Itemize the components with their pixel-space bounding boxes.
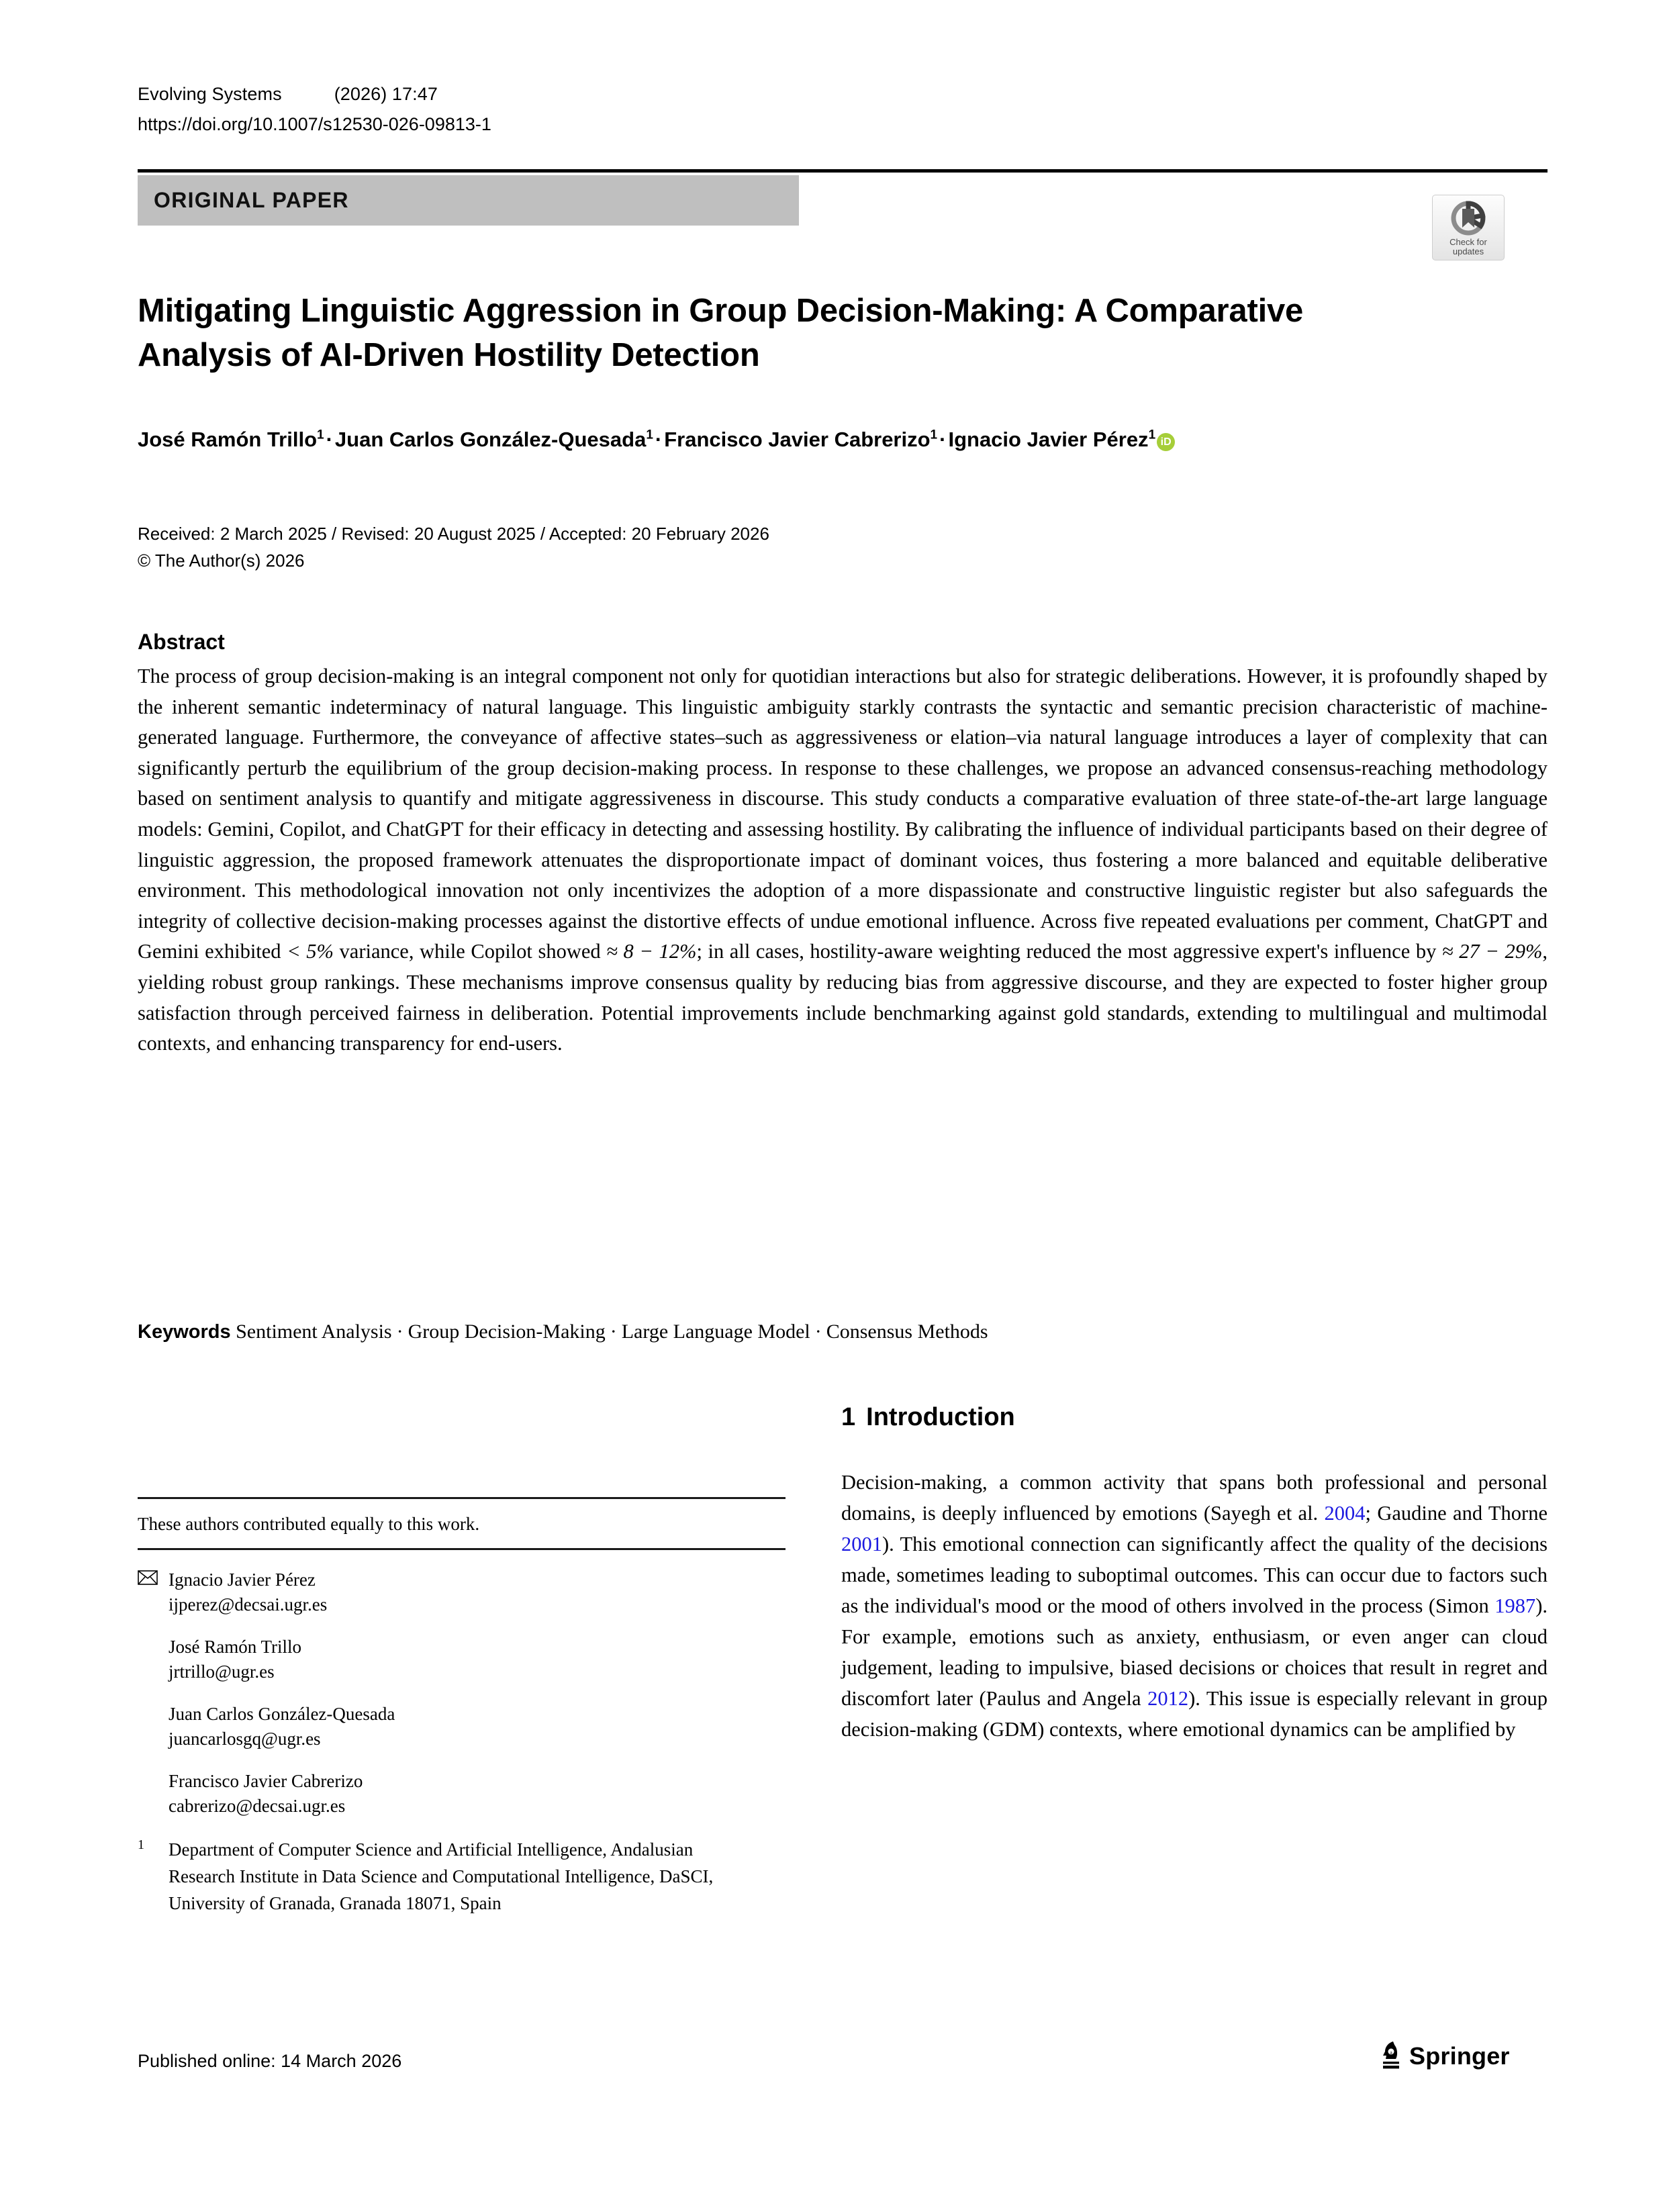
author-name: Juan Carlos González-Quesada <box>334 428 647 451</box>
intro-text-4: ). For example, emotions such as anxiety, enthusiasm, or even anger can cloud judgement, leading to impulsive, biased decisions or choices that result in regret and discomfort later (Paulus and Angela <box>841 1594 1548 1710</box>
abstract-part-4: , yielding robust group rankings. These mechanisms improve consensus quality by reducing bias from aggressive discourse, and they are expected to foster higher group satisfaction through perceived fairness in deliberation. Potential improvements include benchmarking against gold standards, extending to multilingual and multimodal contexts, and enhancing transparency for end-users. <box>138 940 1548 1055</box>
abstract-part-3: ; in all cases, hostility-aware weighting reduced the most aggressive expert's influence by <box>696 940 1442 963</box>
copyright-line: © The Author(s) 2026 <box>138 550 305 571</box>
publication-dates <box>138 520 1548 574</box>
keyword-separator: · <box>814 1320 822 1343</box>
doi-link[interactable]: https://doi.org/10.1007/s12530-026-09813-1 <box>138 114 491 134</box>
keyword-item: Group Decision-Making <box>408 1320 606 1343</box>
corresponding-author-row <box>138 1568 786 1617</box>
author-contact-row <box>138 1635 786 1684</box>
citation-link[interactable]: 2001 <box>841 1533 882 1555</box>
crossmark-badge[interactable] <box>1432 195 1505 260</box>
journal-title-line <box>138 84 1548 105</box>
journal-volume-issue: (2026) 17:47 <box>334 84 438 104</box>
section-number: 1 <box>841 1403 856 1431</box>
abstract-math-1: < 5% <box>287 940 334 963</box>
author-name: Francisco Javier Cabrerizo <box>169 1771 363 1791</box>
intro-text-3: ). This emotional connection can significantly affect the quality of the decisions made, sometimes leading to suboptimal outcomes. This can occur due to factors such as the individual's mood or the mood of others involved in the process (Simon <box>841 1533 1548 1617</box>
keyword-item: Large Language Model <box>621 1320 810 1343</box>
author-affiliation-marker: 1 <box>1148 428 1156 442</box>
abstract-part-1: The process of group decision-making is an integral component not only for quotidian interactions but also for strategic deliberations. However, it is profoundly shaped by the inherent semantic indeterminacy of natural language. This linguistic ambiguity starkly contrasts the syntactic and semantic precision characteristic of machine-generated language. Furthermore, the conveyance of affective states–such as aggressiveness or elation–via natural language introduces a layer of complexity that can significantly perturb the equilibrium of the group decision-making process. In response to these challenges, we propose an advanced consensus-reaching methodology based on sentiment analysis to quantify and mitigate aggressiveness in discourse. This study conducts a comparative evaluation of three state-of-the-art large language models: Gemini, Copilot, and ChatGPT for their efficacy in detecting and assessing hostility. By calibrating the influence of individual participants based on their degree of linguistic aggression, the proposed framework attenuates the disproportionate impact of dominant voices, thus fostering a more balanced and equitable deliberative environment. This methodological innovation not only incentivizes the adoption of a more dispassionate and constructive linguistic register but also safeguards the integrity of collective decision-making processes against the distortive effects of undue emotional influence. Across five repeated evaluations per comment, ChatGPT and Gemini exhibited <box>138 665 1548 963</box>
author-name: Ignacio Javier Pérez <box>169 1570 316 1590</box>
author-email[interactable]: ijperez@decsai.ugr.es <box>169 1594 328 1615</box>
crossmark-bookmark-icon <box>1450 200 1486 236</box>
crossmark-line2: updates <box>1452 246 1484 256</box>
author-separator: · <box>939 428 947 451</box>
abstract-text <box>138 661 1548 1059</box>
keywords-label: Keywords <box>138 1321 231 1343</box>
author-separator: · <box>655 428 663 451</box>
intro-text-1: Decision-making, a common activity that spans both professional and personal domains, is deeply influenced by emotions (Sayegh et al. <box>841 1471 1548 1525</box>
article-history: Received: 2 March 2025 / Revised: 20 August 2025 / Accepted: 20 February 2026 <box>138 524 769 544</box>
affiliation-marker: 1 <box>138 1837 144 1852</box>
introduction-column <box>841 1403 1548 1745</box>
author-contact-row <box>138 1769 786 1819</box>
author-name: Francisco Javier Cabrerizo <box>664 428 931 451</box>
publisher-name: Springer <box>1409 2041 1510 2070</box>
intro-text-2: ; Gaudine and Thorne <box>1365 1502 1548 1525</box>
author-affiliation-marker: 1 <box>930 428 938 442</box>
corresponding-author-info <box>169 1568 327 1617</box>
affiliation-text: Department of Computer Science and Artificial Intelligence, Andalusian Research Institute in Data Science and Computational Intelligence, DaSCI, University of Granada, Granada 18071, Spain <box>169 1839 714 1913</box>
keyword-item: Sentiment Analysis <box>236 1320 392 1343</box>
published-online-date: Published online: 14 March 2026 <box>138 2051 402 2071</box>
equal-contribution-note: These authors contributed equally to this work. <box>138 1514 480 1534</box>
author-name: Juan Carlos González-Quesada <box>169 1704 395 1724</box>
affiliation-row <box>138 1836 786 1917</box>
citation-link[interactable]: 2012 <box>1147 1687 1189 1710</box>
author-list <box>138 428 1548 452</box>
orcid-icon[interactable]: iD <box>1157 433 1175 451</box>
introduction-paragraph <box>841 1467 1548 1745</box>
page-title: Mitigating Linguistic Aggression in Group Decision-Making: A Comparative Analysis of AI-Driven Hostility Detection <box>138 293 1304 373</box>
keyword-separator: · <box>396 1320 403 1343</box>
citation-link[interactable]: 2004 <box>1324 1502 1366 1525</box>
envelope-icon <box>138 1568 169 1617</box>
journal-name: Evolving Systems <box>138 84 282 104</box>
author-email[interactable]: jrtrillo@ugr.es <box>169 1662 275 1682</box>
citation-link[interactable]: 1987 <box>1494 1594 1536 1617</box>
section-heading-introduction <box>841 1403 1548 1432</box>
publisher-logo <box>1380 2039 1510 2072</box>
header-rule <box>138 169 1548 173</box>
abstract-math-2: ≈ 8 − 12% <box>606 940 697 963</box>
author-name: José Ramón Trillo <box>169 1637 302 1657</box>
abstract-math-3: ≈ 27 − 29% <box>1441 940 1543 963</box>
paper-type-banner <box>138 175 799 226</box>
author-affiliation-marker: 1 <box>317 428 324 442</box>
author-contact-row <box>138 1702 786 1751</box>
crossmark-line1: Check for <box>1449 237 1487 247</box>
springer-knight-icon <box>1380 2039 1402 2072</box>
abstract-part-2: variance, while Copilot showed <box>333 940 607 963</box>
author-name: José Ramón Trillo <box>138 428 318 451</box>
section-title: Introduction <box>866 1403 1015 1431</box>
author-separator: · <box>326 428 333 451</box>
svg-text:a: a <box>1390 2050 1392 2056</box>
keywords-line <box>138 1320 1548 1343</box>
author-name: Ignacio Javier Pérez <box>948 428 1149 451</box>
keyword-item: Consensus Methods <box>826 1320 988 1343</box>
author-affiliation-marker: 1 <box>646 428 653 442</box>
author-email[interactable]: cabrerizo@decsai.ugr.es <box>169 1796 346 1816</box>
abstract-heading: Abstract <box>138 630 225 654</box>
journal-masthead <box>138 84 1548 135</box>
footnote-column <box>138 1497 786 1917</box>
paper-type-label: ORIGINAL PAPER <box>154 188 349 212</box>
author-email[interactable]: juancarlosgq@ugr.es <box>169 1729 321 1749</box>
correspondence-block <box>138 1550 786 1917</box>
keyword-separator: · <box>610 1320 617 1343</box>
intro-text-5: ). This issue is especially relevant in group decision-making (GDM) contexts, where emotional dynamics can be amplified by <box>841 1687 1548 1741</box>
